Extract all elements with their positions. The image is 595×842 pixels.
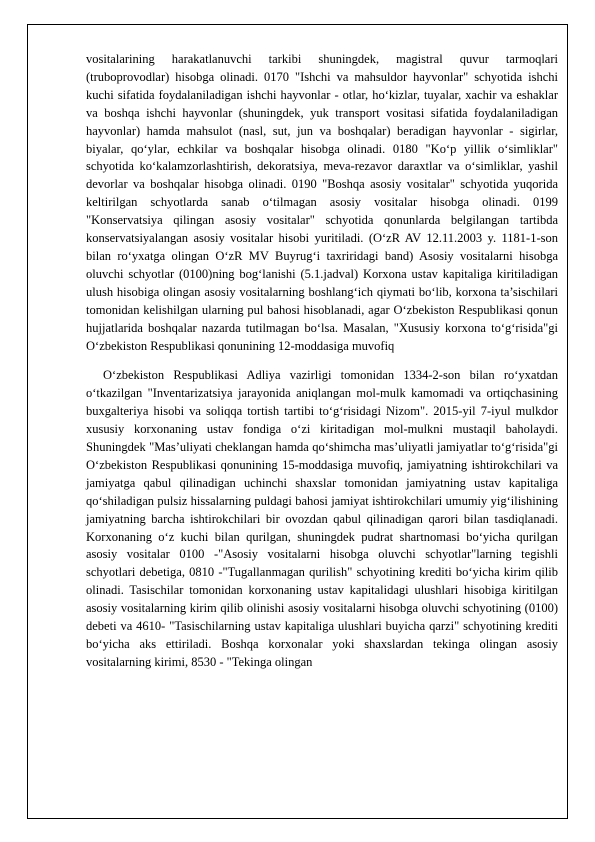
document-body xyxy=(86,51,558,672)
paragraph-2: O‘zbekiston Respublikasi Adliya vazirligi tomonidan 1334-2-son bilan ro‘yxatdan o‘tkazilgan "Inventarizatsiya jarayonida aniqlangan mol-mulk kamomadi va ortiqchasining buxgalteriya hisobi va soliqqa tortish tartibi to‘g‘risidagi Nizom". 2015-yil 7-iyul mulkdor xususiy korxonaning ustav fondiga o‘zi kiritadigan mol-mulkni mustaqil baholaydi. Shuningdek "Mas’uliyati cheklangan hamda qo‘shimcha mas’uliyatli jamiyatlar to‘g‘risida"gi O‘zbekiston Respublikasi qonunining 15-moddasiga muvofiq, jamiyatning ishtirokchilari va jamiyatga qabul qilinadigan uchinchi shaxslar tomonidan jamiyatning ustav kapitaliga qo‘shiladigan pulsiz hissalarning puldagi bahosi jamiyat ishtirokchilari umumiy yig‘ilishining jamiyatning barcha ishtirokchilari bir ovozdan qabul qilinadigan qarori bilan tasdiqlanadi. Korxonaning o‘z kuchi bilan qurilgan, shuningdek pudrat shartnomasi bo‘yicha qurilgan asosiy vositalar 0100 -"Asosiy vositalarni hisobga oluvchi schyotlar"larning tegishli schyotlari debetiga, 0810 -"Tugallanmagan qurilish" schyotining krediti bo‘yicha kirim qilib olinadi. Tasischilar tomonidan korxonaning ustav kapitalidagi ulushlari hisobiga kiritilgan asosiy vositalarning kirim qilib olinishi asosiy vositalarni hisobga oluvchi schyotining (0100) debeti va 4610- "Tasischilarning ustav kapitaliga ulushlari buyicha qarzi" schyotining krediti bo‘yicha aks ettiriladi. Boshqa korxonalar yoki shaxslardan tekinga olingan asosiy vositalarning kirimi, 8530 - "Tekinga olingan xyxy=(86,368,558,669)
paragraph-1: vositalarining harakatlanuvchi tarkibi shuningdek, magistral quvur tarmoqlari (truboprovodlar) hisobga olinadi. 0170 "Ishchi va mahsuldor hayvonlar" schyotida ishchi kuchi sifatida foydalaniladigan ishchi hayvonlar - otlar, ho‘kizlar, tuyalar, xachir va eshaklar va boshqa ishchi hayvonlar (shuningdek, yuk transport vositasi sifatida foydalaniladigan hayvonlar) hamda mahsulot (nasl, sut, jun va boshqalar) beradigan hayvonlar - sigirlar, biyalar, qo‘ylar, echkilar va boshqalar hisobga olinadi. 0180 "Ko‘p yillik o‘simliklar" schyotida ko‘kalamzorlashtirish, dekoratsiya, meva-rezavor daraxtlar va o‘simliklar, yashil devorlar va boshqalar hisobga olinadi. 0190 "Boshqa asosiy vositalar" schyotida yuqorida keltirilgan schyotlarda sanab o‘tilmagan asosiy vositalar hisobga olinadi. 0199 "Konservatsiya qilingan asosiy vositalar" schyotida qonunlarda belgilangan tartibda konservatsiyalangan asosiy vositalar hisobi yuritiladi. (O‘zR AV 12.11.2003 y. 1181-1-son bilan ro‘yxatga olingan O‘zR MV Buyrug‘i taxriridagi band) Asosiy vositalarni hisobga oluvchi schyotlar (0100)ning bog‘lanishi (5.1.jadval) Korxona ustav kapitaliga kiritiladigan ulush hisobiga olingan asosiy vositalarning boshlang‘ich qiymati bo‘lib, korxona ta’sischilari tomonidan kelishilgan ularning pul bahosi hisoblanadi, agar O‘zbekiston Respublikasi qonun hujjatlarida boshqalar nazarda tutilmagan bo‘lsa. Masalan, "Xususiy korxona to‘g‘risida"gi O‘zbekiston Respublikasi qonunining 12-moddasiga muvofiq xyxy=(86,52,558,353)
